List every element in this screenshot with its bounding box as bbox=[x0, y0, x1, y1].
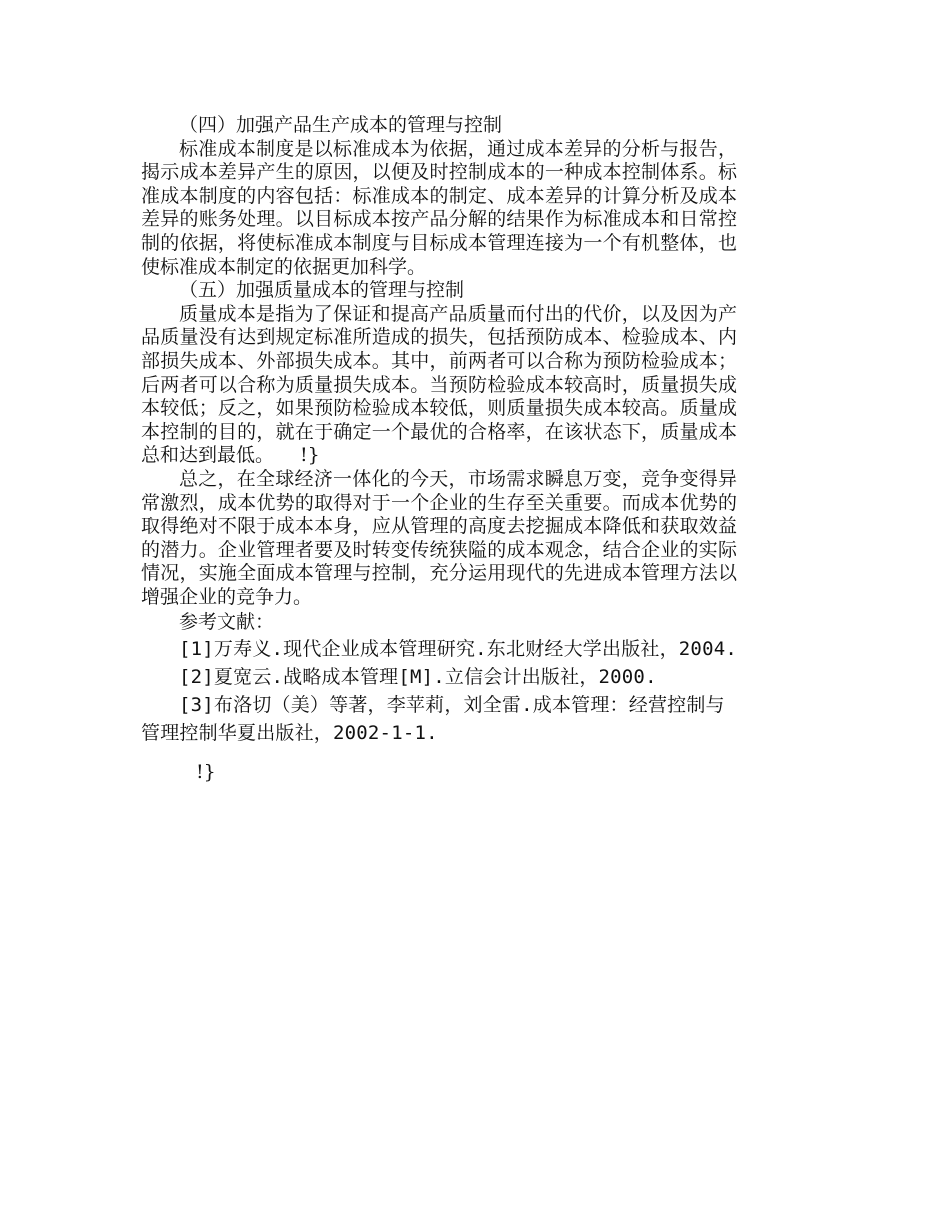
reference-item-2: [2]夏宽云.战略成本管理[M].立信会计出版社，2000. bbox=[179, 666, 657, 689]
section-5-heading: （五）加强质量成本的管理与控制 bbox=[179, 279, 465, 302]
conclusion-paragraph: 总之，在全球经济一体化的今天，市场需求瞬息万变，竞争变得异常激烈，成本优势的取得对于一个企业的生存至关重要。而成本优势的取得绝对不限于成本本身，应从管理的高度去挖掘成本降低和获取效益的潜力。企业管理者要及时转变传统狭隘的成本观念，结合企业的实际情况，实施全面成本管理与控制，充分运用现代的先进成本管理方法以增强企业的竞争力。 bbox=[141, 467, 737, 608]
reference-item-3: [3]布洛切（美）等著，李苹莉，刘全雷.成本管理：经营控制与管理控制华夏出版社，2002-1-1. bbox=[141, 694, 725, 745]
reference-item-1: [1]万寿义.现代企业成本管理研究.东北财经大学出版社，2004. bbox=[179, 638, 737, 661]
section-5-paragraph bbox=[141, 303, 737, 468]
end-mark: !} bbox=[196, 761, 216, 784]
document-page bbox=[141, 114, 737, 785]
references-heading: 参考文献： bbox=[179, 611, 275, 634]
section-5-text: 质量成本是指为了保证和提高产品质量而付出的代价，以及因为产品质量没有达到规定标准所造成的损失，包括预防成本、检验成本、内部损失成本、外部损失成本。其中，前两者可以合称为预防检验成本；后两者可以合称为质量损失成本。当预防检验成本较高时，质量损失成本较低；反之，如果预防检验成本较低，则质量损失成本较高。质量成本控制的目的，就在于确定一个最优的合格率，在该状态下，质量成本总和达到最低。 bbox=[141, 302, 737, 467]
section-4-paragraph: 标准成本制度是以标准成本为依据，通过成本差异的分析与报告，揭示成本差异产生的原因，以便及时控制成本的一种成本控制体系。标准成本制度的内容包括：标准成本的制定、成本差异的计算分析及成本差异的账务处理。以目标成本按产品分解的结果作为标准成本和日常控制的依据，将使标准成本制度与目标成本管理连接为一个有机整体，也使标准成本制定的依据更加科学。 bbox=[141, 137, 737, 278]
section-4-heading: （四）加强产品生产成本的管理与控制 bbox=[179, 114, 503, 136]
section-5-mark: !} bbox=[300, 444, 320, 467]
